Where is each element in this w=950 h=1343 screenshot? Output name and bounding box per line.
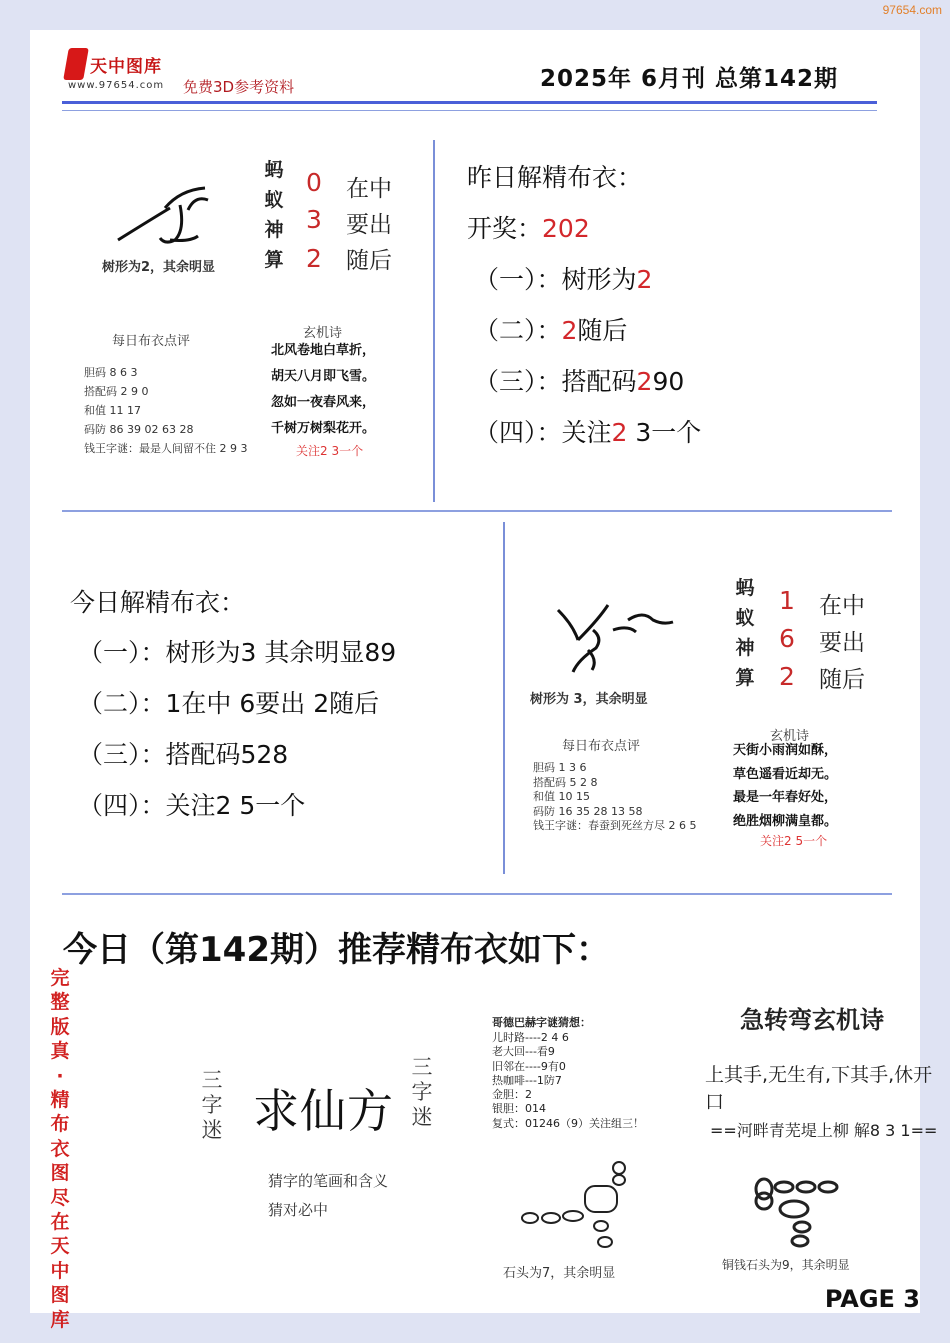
page-number: PAGE 3: [824, 1285, 920, 1313]
puzzle-side-right: [410, 1055, 434, 1130]
review-line: 钱王字谜：春蚕到死丝方尽 2 6 5: [533, 819, 697, 832]
line-text: 树形为: [561, 265, 637, 294]
divider-vertical: [433, 140, 435, 502]
poem-line: 千树万树梨花开。: [271, 421, 376, 436]
side-char: 衣: [50, 1137, 70, 1160]
vertical-char: 蚂: [735, 577, 755, 599]
mayi-label: 在中: [346, 176, 392, 202]
side-char: 在: [50, 1211, 70, 1234]
yesterday-line: [474, 260, 652, 296]
poem-line: 胡天八月即飞雪。: [271, 369, 376, 384]
focus-note: 关注2 5一个: [760, 834, 828, 848]
mayi-vertical: [262, 155, 286, 275]
today-line: （四）：关注2 5一个: [78, 791, 306, 820]
mayi-label: 要出: [819, 630, 865, 656]
yesterday-line: [474, 413, 701, 449]
today-title: 今日解精布衣：: [70, 588, 246, 617]
line-tail: 90: [652, 367, 685, 396]
draw-value: 202: [542, 214, 590, 243]
mayi-num: 3: [306, 205, 322, 234]
tree-caption: 树形为 3，其余明显: [530, 692, 648, 707]
poem-line: 最是一年春好处，: [733, 790, 838, 805]
goethe-line: 复式：01246（9）关注组三！: [492, 1116, 644, 1130]
goethe-list: [492, 1031, 644, 1131]
line-red: 2: [561, 316, 578, 345]
review-line: 和值 10 15: [533, 790, 590, 803]
side-char: 整: [50, 991, 70, 1014]
side-char: 真: [50, 1040, 70, 1063]
review-list: [84, 363, 248, 458]
review-line: 搭配码 2 9 0: [84, 385, 149, 398]
poem: [733, 739, 837, 833]
review-line: 胆码 1 3 6: [533, 761, 587, 774]
coin-caption: 铜钱石头为9，其余明显: [722, 1258, 850, 1272]
goethe-line: 银胆：014: [492, 1102, 546, 1116]
today-line: （一）：树形为3 其余明显89: [78, 638, 397, 667]
tree-caption: 树形为2，其余明显: [102, 260, 216, 275]
poem: [271, 338, 375, 442]
puzzle-side-char: 迷: [411, 1105, 433, 1129]
goethe-line: 儿时路----2 4 6: [492, 1031, 569, 1044]
review-line: 和值 11 17: [84, 404, 141, 417]
mayi-num: 6: [779, 624, 795, 653]
line-prefix: （三）：: [474, 367, 562, 396]
side-char: 图: [50, 1284, 70, 1307]
review-line: 搭配码 5 2 8: [533, 775, 598, 789]
poem-line: 绝胜烟柳满皇都。: [733, 813, 838, 829]
side-char: ·: [56, 1064, 64, 1087]
line-red: 2: [611, 418, 628, 447]
header-rule: [62, 101, 877, 104]
goethe-line: 热咖啡---1防7: [492, 1073, 562, 1087]
line-tail: 3一个: [627, 418, 702, 447]
puzzle-side-char: 三: [411, 1055, 433, 1079]
poem-line: 草色遥看近却无。: [733, 766, 838, 782]
poem-line: 忽如一夜春风来，: [271, 395, 376, 410]
side-char: 精: [50, 1089, 70, 1112]
side-char: 版: [50, 1015, 70, 1038]
coin-stone-9-illustration: [752, 1175, 847, 1250]
site-watermark: 97654.com: [882, 3, 942, 17]
poem2-solution: ==河畔青芜堤上柳 解8 3 1==: [710, 1121, 938, 1140]
section-rule: [62, 510, 892, 512]
tree-3-illustration: [548, 600, 678, 685]
line-text: 关注: [561, 418, 612, 447]
focus-note: 关注2 3一个: [296, 444, 364, 458]
review-line: 码防 86 39 02 63 28: [84, 423, 194, 436]
line-prefix: （一）：: [474, 265, 562, 294]
divider-vertical: [503, 522, 505, 874]
line-tail: 随后: [577, 316, 628, 345]
puzzle-hint: 猜对必中: [268, 1201, 329, 1219]
poem-title: 玄机诗: [303, 326, 343, 341]
mayi-num: 2: [779, 662, 795, 691]
mayi-label: 在中: [819, 593, 865, 619]
brand-url: www.97654.com: [68, 80, 165, 91]
puzzle-side-left: [200, 1068, 224, 1143]
mayi-num: 0: [306, 168, 322, 197]
line-prefix: （四）：: [474, 418, 562, 447]
mayi-num: 1: [779, 586, 795, 615]
puzzle-side-char: 三: [201, 1068, 223, 1092]
goethe-line: 老大回---看9: [492, 1045, 555, 1059]
mayi-label: 随后: [346, 248, 392, 274]
today-line: （二）：1在中 6要出 2随后: [78, 689, 380, 718]
side-char: 中: [50, 1259, 70, 1282]
poem-line: 天街小雨润如酥，: [733, 743, 838, 758]
line-red: 2: [636, 367, 653, 396]
stone-caption: 石头为7，其余明显: [503, 1266, 616, 1281]
brand-name: 天中图库: [90, 57, 162, 77]
vertical-char: 蚁: [264, 189, 284, 211]
free-tagline: 免费3D参考资料: [183, 78, 295, 96]
puzzle-side-char: 字: [201, 1093, 223, 1117]
review-list: [533, 761, 697, 834]
vertical-char: 神: [264, 219, 284, 241]
recommend-heading: 今日（第142期）推荐精布衣如下：: [63, 930, 610, 970]
poem-line: 北风卷地白草折，: [271, 343, 376, 358]
line-text: 搭配码: [561, 367, 637, 396]
today-line: （三）：搭配码528: [78, 740, 289, 769]
mayi-num: 2: [306, 244, 322, 273]
header-rule-2: [62, 110, 877, 111]
section-rule: [62, 893, 892, 895]
puzzle-hint: 猜字的笔画和含义: [268, 1172, 389, 1190]
poem-title: 玄机诗: [770, 729, 810, 744]
vertical-char: 蚁: [735, 607, 755, 629]
line-prefix: （二）：: [474, 316, 562, 345]
review-line: 胆码 8 6 3: [84, 366, 138, 379]
review-line: 码防 16 35 28 13 58: [533, 804, 643, 818]
yesterday-line: [474, 311, 627, 347]
side-char: 天: [50, 1235, 70, 1258]
review-title: 每日布衣点评: [562, 739, 641, 754]
side-char: 完: [50, 967, 70, 989]
goethe-line: 旧邻在----9有0: [492, 1059, 566, 1073]
draw-result: [467, 209, 590, 245]
side-char: 图: [50, 1162, 70, 1185]
mayi-label: 随后: [819, 667, 865, 693]
vertical-char: 算: [735, 667, 755, 689]
vertical-char: 算: [264, 249, 284, 271]
vertical-char: 蚂: [264, 159, 284, 181]
puzzle-side-char: 迷: [201, 1118, 223, 1142]
issue-title: 2025年 6月刊 总第142期: [540, 66, 839, 92]
line-red: 2: [636, 265, 653, 294]
poem2-title: 急转弯玄机诗: [740, 1006, 884, 1034]
yesterday-title: 昨日解精布衣：: [467, 163, 643, 192]
review-line: 钱王字谜：最是人间留不住 2 9 3: [84, 442, 248, 455]
tree-2-illustration: [110, 180, 230, 255]
mayi-vertical: [733, 573, 757, 693]
draw-label: 开奖：: [467, 214, 543, 243]
mayi-label: 要出: [346, 212, 392, 238]
yesterday-line: [474, 362, 684, 398]
review-title: 每日布衣点评: [112, 334, 191, 349]
side-char: 布: [50, 1113, 70, 1136]
side-char: 尽: [50, 1186, 70, 1209]
side-vertical-text: [48, 966, 72, 1332]
puzzle-main: 求仙方: [253, 1084, 394, 1138]
vertical-char: 神: [735, 637, 755, 659]
poem2-line: 上其手,无生有,下其手,休开口: [705, 1064, 933, 1113]
stone-7-illustration: [515, 1158, 640, 1258]
puzzle-side-char: 字: [411, 1080, 433, 1104]
side-char: 库: [50, 1308, 70, 1331]
goethe-line: 金胆：2: [492, 1088, 532, 1102]
goethe-title: 哥德巴赫字谜猜想：: [492, 1016, 591, 1029]
